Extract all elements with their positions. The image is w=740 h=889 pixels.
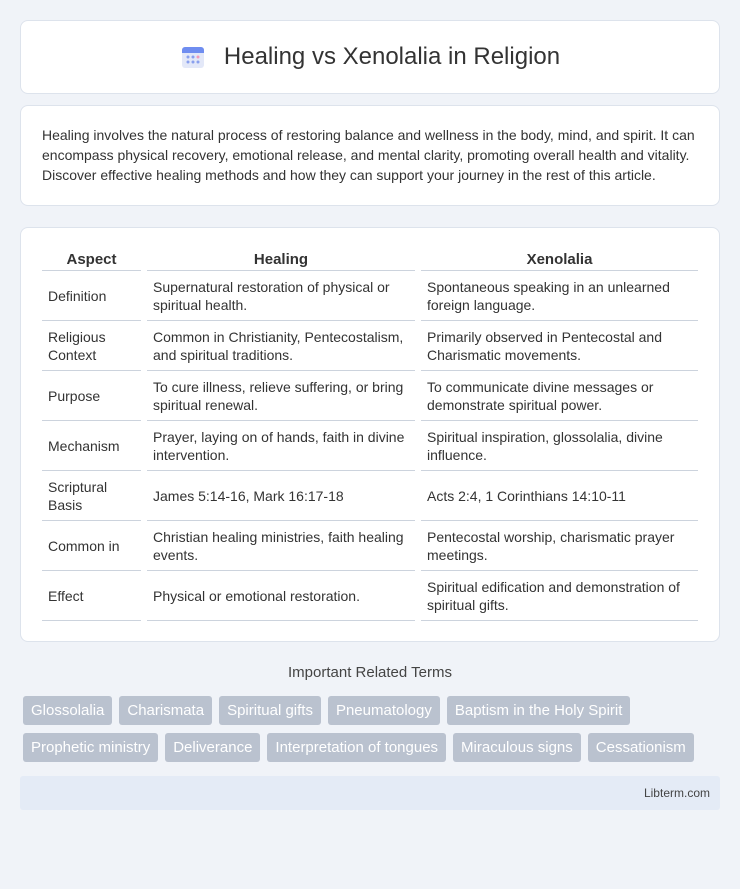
xenolalia-cell: Spiritual inspiration, glossolalia, divine influence.: [421, 421, 698, 471]
aspect-cell: Definition: [42, 271, 141, 321]
related-terms-list: [20, 696, 720, 762]
table-row: [42, 321, 698, 371]
term-tag-miraculous-signs[interactable]: Miraculous signs: [453, 733, 581, 762]
footer-site-link[interactable]: Libterm.com: [643, 786, 710, 800]
healing-cell: Prayer, laying on of hands, faith in divine intervention.: [147, 421, 415, 471]
xenolalia-cell: To communicate divine messages or demonstrate spiritual power.: [421, 371, 698, 421]
term-tag-interpretation-of-tongues[interactable]: Interpretation of tongues: [267, 733, 446, 762]
healing-cell: Supernatural restoration of physical or spiritual health.: [147, 271, 415, 321]
table-row: [42, 421, 698, 471]
calendar-grid-icon: [180, 44, 206, 70]
xenolalia-cell: Acts 2:4, 1 Corinthians 14:10-11: [421, 471, 698, 521]
aspect-cell: Common in: [42, 521, 141, 571]
aspect-cell: Effect: [42, 571, 141, 621]
page-title: Healing vs Xenolalia in Religion: [223, 43, 561, 70]
xenolalia-cell: Spiritual edification and demonstration of spiritual gifts.: [421, 571, 698, 621]
table-row: [42, 271, 698, 321]
column-header: Xenolalia: [421, 248, 698, 271]
term-tag-prophetic-ministry[interactable]: Prophetic ministry: [23, 733, 158, 762]
aspect-cell: Mechanism: [42, 421, 141, 471]
xenolalia-cell: Spontaneous speaking in an unlearned foreign language.: [421, 271, 698, 321]
table-row: [42, 521, 698, 571]
table-row: [42, 371, 698, 421]
table-row: [42, 471, 698, 521]
xenolalia-cell: Pentecostal worship, charismatic prayer meetings.: [421, 521, 698, 571]
term-tag-charismata[interactable]: Charismata: [119, 696, 212, 725]
table-header-row: [42, 248, 698, 271]
intro-paragraph: Healing involves the natural process of restoring balance and wellness in the body, mind, and spirit. It can encompass physical recovery, emotional release, and mental clarity, promoting overall health and vitality. Discover effective healing methods and how they can support your journey in the rest of this article.: [20, 105, 720, 206]
term-tag-spiritual-gifts[interactable]: Spiritual gifts: [219, 696, 321, 725]
healing-cell: Common in Christianity, Pentecostalism, and spiritual traditions.: [147, 321, 415, 371]
comparison-table: [36, 248, 704, 621]
column-header: Healing: [147, 248, 415, 271]
term-tag-cessationism[interactable]: Cessationism: [588, 733, 694, 762]
related-terms-title: Important Related Terms: [288, 664, 452, 681]
table-row: [42, 571, 698, 621]
comparison-table-card: [20, 227, 720, 642]
healing-cell: James 5:14-16, Mark 16:17-18: [147, 471, 415, 521]
xenolalia-cell: Primarily observed in Pentecostal and Charismatic movements.: [421, 321, 698, 371]
term-tag-baptism-holy-spirit[interactable]: Baptism in the Holy Spirit: [447, 696, 631, 725]
term-tag-deliverance[interactable]: Deliverance: [165, 733, 260, 762]
aspect-cell: Purpose: [42, 371, 141, 421]
aspect-cell: Religious Context: [42, 321, 141, 371]
healing-cell: To cure illness, relieve suffering, or bring spiritual renewal.: [147, 371, 415, 421]
column-header: Aspect: [42, 248, 141, 271]
term-tag-pneumatology[interactable]: Pneumatology: [328, 696, 440, 725]
aspect-cell: Scriptural Basis: [42, 471, 141, 521]
healing-cell: Physical or emotional restoration.: [147, 571, 415, 621]
healing-cell: Christian healing ministries, faith healing events.: [147, 521, 415, 571]
footer: [20, 776, 720, 810]
term-tag-glossolalia[interactable]: Glossolalia: [23, 696, 112, 725]
header-card: [20, 20, 720, 94]
